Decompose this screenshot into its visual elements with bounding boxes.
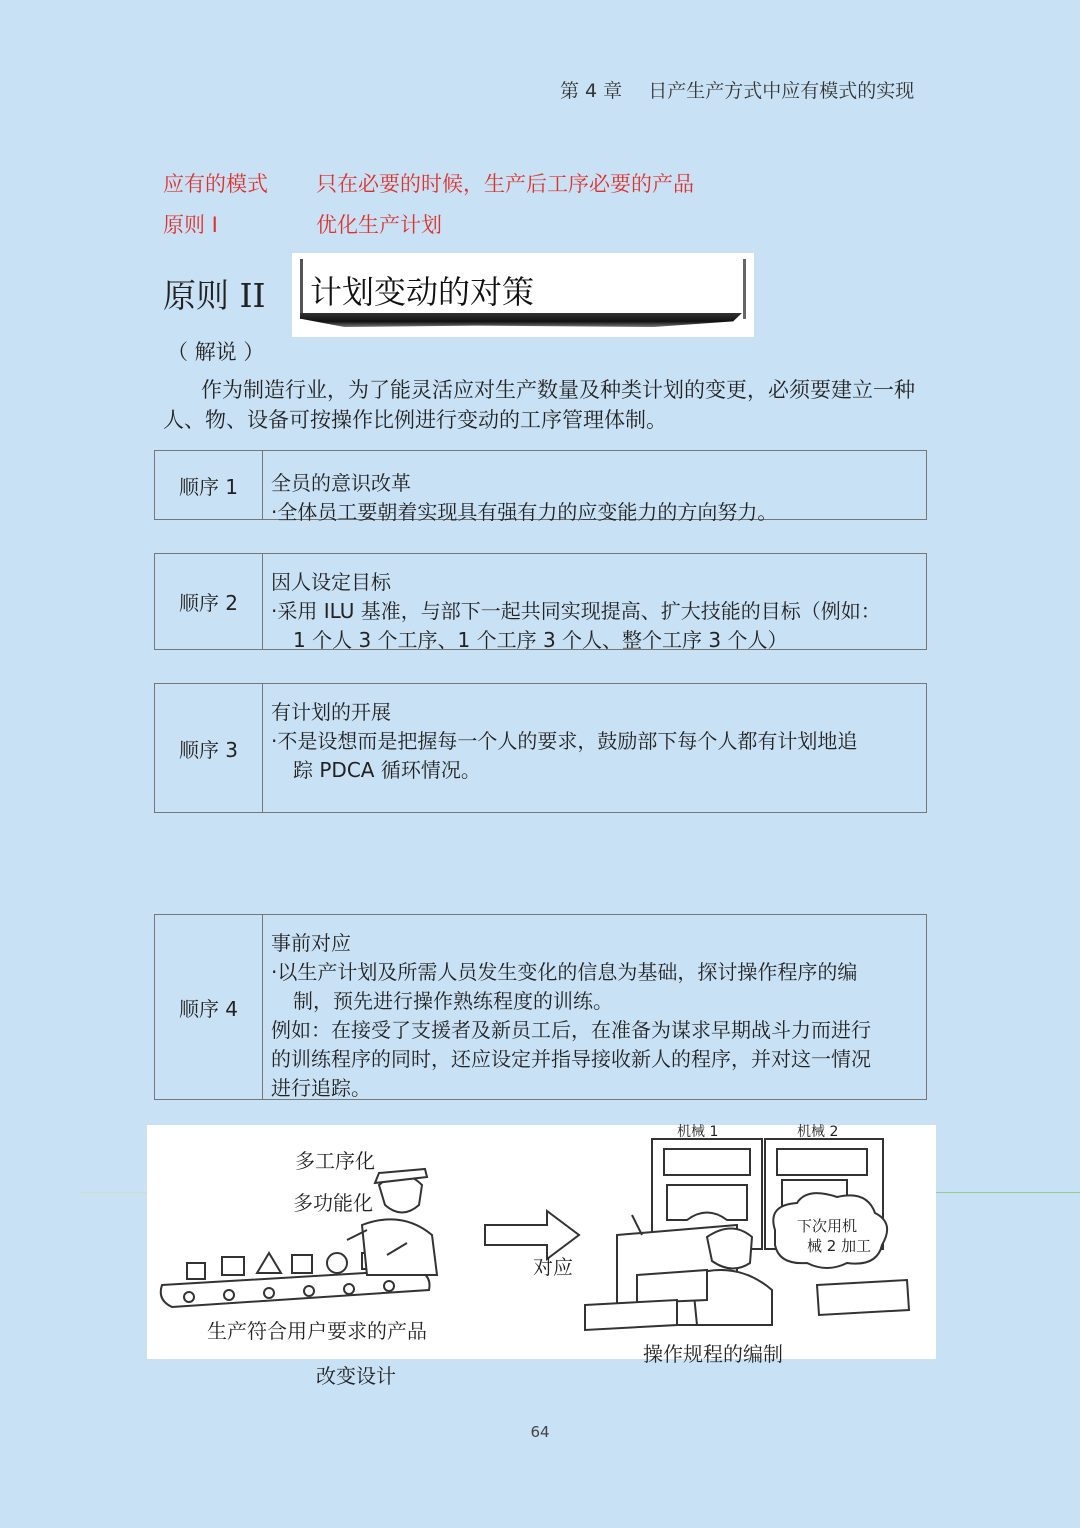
label-multi-function: 多功能化 xyxy=(293,1191,373,1215)
step-line: ·不是设想而是把握每一个人的要求，鼓励部下每个人都有计划地追 xyxy=(271,729,858,753)
step-line: 例如：在接受了支援者及新员工后，在准备为谋求早期战斗力而进行 xyxy=(271,1018,871,1042)
running-header xyxy=(560,76,920,103)
principle2-title: 计划变动的对策 xyxy=(310,273,535,311)
step-box-4 xyxy=(154,914,927,1100)
step-box-2 xyxy=(154,553,927,650)
label-machine-2: 机械 2 xyxy=(797,1124,839,1140)
step-content xyxy=(263,915,871,1099)
label-multi-process: 多工序化 xyxy=(295,1149,375,1173)
worker-figure xyxy=(347,1169,437,1275)
step-line: 制，预先进行操作熟练程度的训练。 xyxy=(293,989,613,1013)
step-line: ·采用 ILU 基准，与部下一起共同实现提高、扩大技能的目标（例如： xyxy=(271,599,881,623)
step-label: 顺序 3 xyxy=(155,684,263,812)
step-line: ·以生产计划及所需人员发生变化的信息为基础，探讨操作程序的编 xyxy=(271,960,858,984)
step-content xyxy=(263,451,778,524)
step-title: 全员的意识改革 xyxy=(271,471,411,495)
step-content xyxy=(263,684,857,812)
principle2-banner xyxy=(292,253,754,337)
step-label: 顺序 1 xyxy=(155,451,263,519)
step-label: 顺序 2 xyxy=(155,554,263,649)
label-change-design: 改变设计 xyxy=(316,1364,396,1388)
step-line: 进行追踪。 xyxy=(271,1076,371,1100)
decor-line-right xyxy=(936,1192,1080,1193)
chapter-number: 第 4 章 xyxy=(560,80,623,102)
step-box-3 xyxy=(154,683,927,813)
step-title: 事前对应 xyxy=(271,931,351,955)
bubble-text-1: 下次用机 xyxy=(797,1217,858,1235)
label-operation-rules: 操作规程的编制 xyxy=(643,1342,783,1366)
step-line: 的训练程序的同时，还应设定并指导接收新人的程序，并对这一情况 xyxy=(271,1047,871,1071)
label-response: 对应 xyxy=(533,1255,573,1279)
illustration-panel xyxy=(147,1125,936,1359)
step-line: 踪 PDCA 循环情况。 xyxy=(293,758,481,782)
banner-brush-stroke xyxy=(300,313,742,327)
chapter-title: 日产生产方式中应有模式的实现 xyxy=(648,80,915,102)
principle-text-1: 优化生产计划 xyxy=(316,213,442,237)
principle-text-0: 只在必要的时候，生产后工序必要的产品 xyxy=(316,172,694,196)
decor-line-left xyxy=(80,1192,150,1193)
label-machine-1: 机械 1 xyxy=(677,1124,719,1140)
explanation-text: 作为制造行业，为了能灵活应对生产数量及种类计划的变更，必须要建立一种人、物、设备可按操作比例进行变动的工序管理体制。 xyxy=(163,378,915,432)
principle-label-1: 原则 I xyxy=(163,213,218,237)
principle-label-0: 应有的模式 xyxy=(163,172,268,196)
step-content xyxy=(263,554,881,652)
step-label: 顺序 4 xyxy=(155,915,263,1099)
step-title: 有计划的开展 xyxy=(271,700,391,724)
label-customer-product: 生产符合用户要求的产品 xyxy=(207,1319,427,1343)
step-line: ·全体员工要朝着实现具有强有力的应变能力的方向努力。 xyxy=(271,500,778,524)
step-line: 1 个人 3 个工序、1 个工序 3 个人、整个工序 3 个人） xyxy=(293,628,788,652)
principle2-label: 原则 II xyxy=(163,276,266,315)
page-number: 64 xyxy=(530,1423,550,1441)
step-box-1 xyxy=(154,450,927,524)
explanation-heading: （ 解说 ） xyxy=(167,340,265,364)
bubble-text-2: 械 2 加工 xyxy=(807,1237,872,1255)
step-title: 因人设定目标 xyxy=(271,570,391,594)
